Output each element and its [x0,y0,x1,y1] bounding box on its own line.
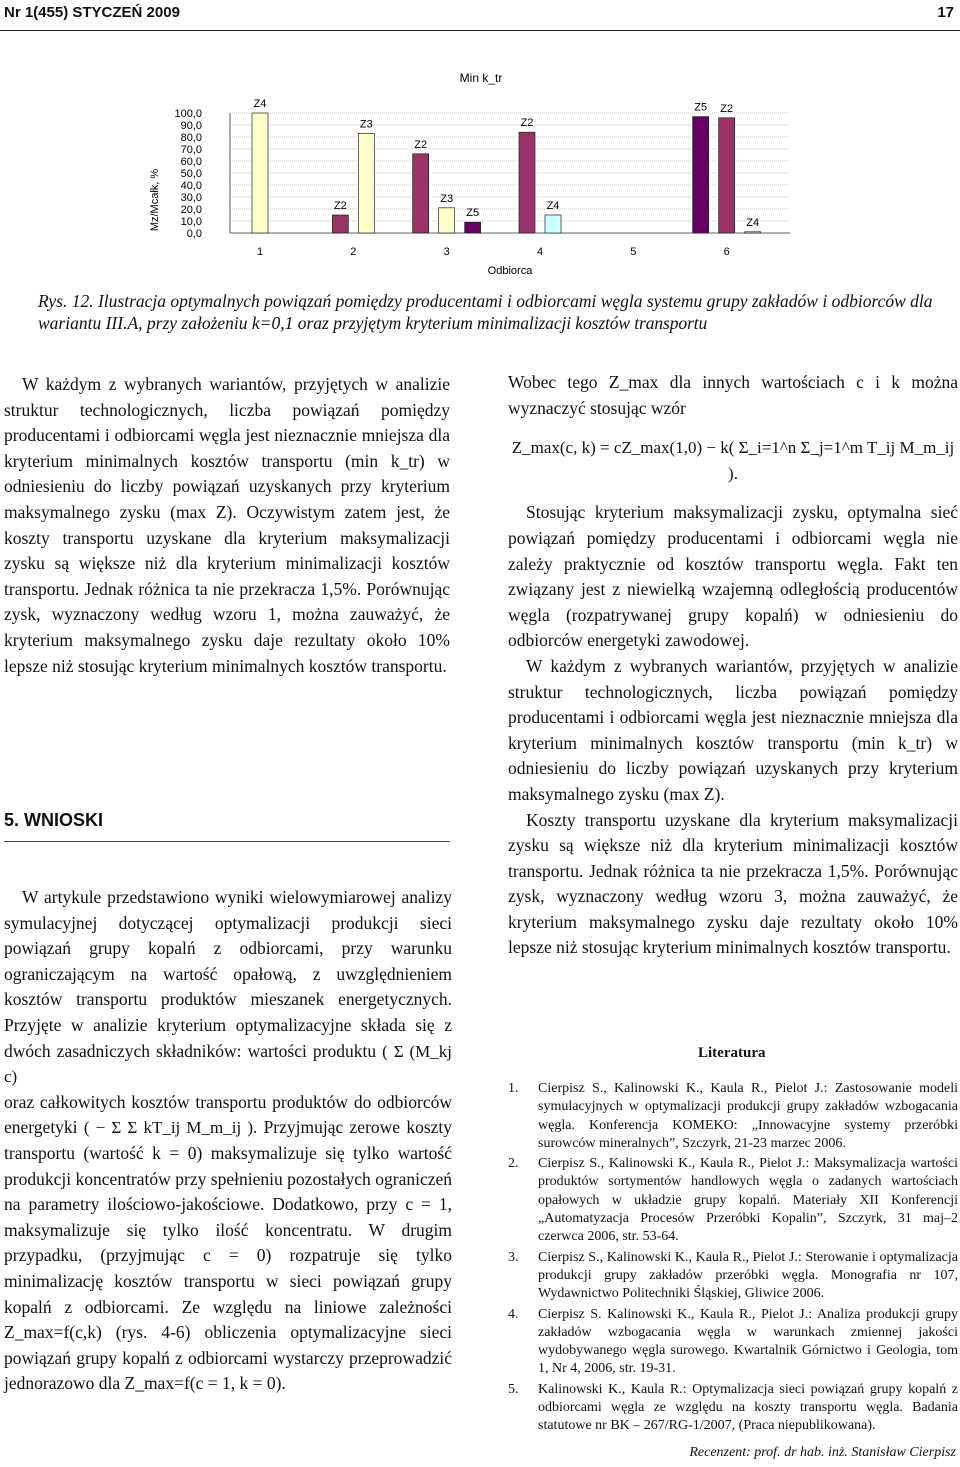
x-tick-label: 4 [536,246,544,258]
bar-label: Z5 [466,207,480,220]
y-tick-label: 80,0 [180,132,202,144]
conclusions-p1: W artykule przedstawiono wyniki wielowymiarowej analizy symulacyjnej dotyczącej optymalizacji produkcji sieci powiązań grupy kopalń z odbiorcami, przy warunku ograniczającym na wartość opałową, z uwzględnieniem kosztów transportu produktów mieszanek energetycznych. Przyjęte w analizie kryterium optymalizacyjne składa się z dwóch zasadniczych składników: wartości produktu [4,887,452,1061]
right-column [508,370,958,961]
zmax-formula: Z_max(c, k) = cZ_max(1,0) − k( Σ_i=1^n Σ_j=1^m T_ij M_m_ij ). [511,438,955,483]
bar [545,215,561,233]
figure-caption [38,290,956,334]
bar [439,208,455,233]
caption-lead: Rys. 12. Ilustracja optymalnych powiązań pomiędzy producentami i odbiorcami węgla systemu grupy zakładów i odbiorców dla wariantu III.A, przy założeniu k=0,1 oraz przyjętym [38,291,933,333]
section-rule [4,841,450,842]
page-number: 17 [937,4,954,21]
y-tick-label: 70,0 [180,144,202,156]
y-tick-label: 100,0 [174,108,202,120]
bar [719,118,735,233]
bar-label: Z2 [333,200,347,212]
right-p3: Koszty transportu uzyskane dla kryterium maksymalizacji zysku są większe niż dla kryterium minimalizacji kosztów transportu. Jednak różnica ta nie przekracza 1,5%. Porównując zysk, wyznaczony według wzoru 3, można zauważyć, że kryterium maksymalnego zysku daje rezultaty około 10% lepsze niż stosując kryterium minimalnych kosztów transportu. [508,809,958,958]
left-paragraph [4,372,450,679]
left-text: W każdym z wybranych wariantów, przyjętych w analizie struktur technologicznych, liczba powiązań pomiędzy producentami i odbiorcami węgla jest nieznacznie mniejsza dla kryterium minimalnych kosztów transportu (min k_tr) w odniesieniu do liczby powiązań uzyskanych przy kryterium maksymalnego zysku (max Z). Oczywistym zatem jest, że koszty transportu uzyskane dla kryterium maksymalizacji zysku są większe niż dla kryterium minimalizacji kosztów transportu. Jednak różnica ta nie przekracza 1,5%. Porównując zysk, wyznaczony według wzoru 1, można zauważyć, że kryterium maksymalnego zysku daje rezultaty około 10% lepsze niż stosując kryterium minimalnych kosztów transportu. [4,374,450,676]
bar [465,222,481,233]
chart-x-label: Odbiorca [487,265,533,277]
bar-label: Z3 [359,118,373,131]
header-rule [0,30,960,31]
x-tick-label: 3 [443,246,450,258]
reference-item: 3. Cierpisz S., Kalinowski K., Kaula R., Pielot J.: Sterowanie i optymalizacja produkcji grupy zakładów przeróbki węgla. Monografia nr 107, Wydawnictwo Politechniki Śląskiej, Gliwice 2006. [508,1249,958,1302]
bar [519,132,535,233]
y-tick-label: 50,0 [180,168,202,180]
formula-product-value: ( Σ (M_kj c) [4,1041,452,1087]
bar-chart [0,60,960,285]
chart-x-ticks [257,246,730,258]
reference-list [508,1080,958,1438]
y-tick-label: 60,0 [180,156,202,168]
conclusions-p2: oraz całkowitych kosztów transportu produktów do odbiorców energetyki [4,1091,452,1138]
x-tick-label: 2 [350,246,357,258]
x-tick-label: 1 [256,246,264,258]
y-tick-label: 90,0 [180,120,202,132]
chart-y-label: Mz/Mcałk, % [149,168,161,232]
bar [413,154,429,233]
bar-label: Z4 [546,200,560,212]
y-tick-label: 20,0 [180,204,202,216]
bar-label: Z4 [253,98,267,110]
bar-label: Z5 [694,101,708,114]
bar-label: Z3 [440,192,454,205]
bar [332,215,348,233]
caption-tail: kryterium minimalizacji kosztów transportu [405,313,708,333]
y-tick-label: 0,0 [186,228,202,240]
reference-item: 1. Cierpisz S., Kalinowski K., Kaula R., Pielot J.: Zastosowanie modeli symulacyjnych w optymalizacji produkcji grupy zakładów wzbogacania węgla. Konferencja KOMEKO: „Innowacyjne systemy przeróbki surowców mineralnych”, Szczyrk, 21-23 marzec 2006. [508,1081,958,1151]
literature-title: Literatura [698,1045,766,1061]
y-tick-label: 30,0 [180,192,202,204]
chart-title: Min k_tr [459,71,503,85]
journal-issue: Nr 1(455) STYCZEŃ 2009 [4,4,180,21]
bar [745,232,761,233]
bar-label: Z2 [520,117,534,130]
conclusions [4,885,452,1397]
x-tick-label: 5 [630,246,637,258]
reviewer: Recenzent: prof. dr hab. inż. Stanisław Cierpisz [689,1445,956,1460]
y-tick-label: 40,0 [180,180,202,192]
right-intro: Wobec tego Z_max dla innych wartościach c i k można wyznaczyć stosując wzór [508,372,958,418]
conclusions-p3: Przyjmując zerowe koszty transportu (wartość k = 0) maksymalizuje się tylko wartość produkcji koncentratów przy spełnieniu pozostałych ograniczeń na parametry ilościowo-jakościowe. Dodatkowo, przy c = 1, maksymalizuje się tylko ilość koncentratu. W drugim przypadku, (przyjmując c = 0) rozpatruje się tylko minimalizację kosztów transportu w sieci powiązań grupy kopalń z odbiorcami. Ze względu na liniowe zależności Z_max=f(c,k) (rys. 4-6) obliczenia optymalizacyjne sieci powiązań grupy kopalń z odbiorcami wystarczy przeprowadzić jednorazowo dla Z_max=f(c = 1, k = 0). [4,1117,453,1394]
x-tick-label: 6 [723,246,730,258]
section-title: 5. WNIOSKI [4,810,104,830]
bar-label: Z2 [720,102,734,115]
formula-transport-cost: ( − Σ Σ kT_ij M_m_ij ). [83,1118,258,1138]
bar-label: Z4 [746,216,760,229]
bar [693,117,709,233]
reference-item: 4. Cierpisz S. Kalinowski K., Kaula R., Pielot J.: Analiza produkcji grupy zakładów wzbogacania węgla w warunkach zmiennej jakości wydobywanego węgla surowego. Kwartalnik Górnictwo i Geologia, tom 1, Nr 4, 2006, str. 19-31. [508,1306,958,1377]
reference-item: 5. Kalinowski K., Kaula R.: Optymalizacja sieci powiązań grupy kopalń z odbiorcami węgla ze względu na koszty transportu węgla. Badania statutowe nr BK – 267/RG-1/2007, (Praca niepublikowana). [508,1381,958,1434]
bar-label: Z2 [414,138,428,151]
reference-item: 2. Cierpisz S., Kalinowski K., Kaula R., Pielot J.: Maksymalizacja wartości produktów sortymentów handlowych węgla o zadanych wartościach opałowych w układzie grupy kopalń. Materiały XII Konferencji „Automatyzacja Procesów Przeróbki Kopalin”, Szczyrk, 31 maj–2 czerwca 2006, str. 53-64. [508,1156,958,1245]
page-header [4,4,954,26]
bar [358,133,374,233]
y-tick-label: 10,0 [180,216,202,228]
bar [252,113,268,233]
right-p1: Stosując kryterium maksymalizacji zysku, optymalna sieć powiązań pomiędzy producentami i odbiorcami węgla nie zależy praktycznie od kosztów transportu węgla. Fakt ten związany jest z niewielką wzajemną odległością producentów węgla (rozpatrywanej grupy kopalń) w odniesieniu do odbiorców energetyki zawodowej. [508,502,958,651]
right-p2: W każdym z wybranych wariantów, przyjętych w analizie struktur technologicznych, liczba powiązań pomiędzy producentami i odbiorcami węgla jest nieznacznie mniejsza dla kryterium minimalnych kosztów transportu (min k_tr) w odniesieniu do liczby powiązań uzyskanych przy kryterium maksymalnego zysku (max Z). [508,655,958,804]
